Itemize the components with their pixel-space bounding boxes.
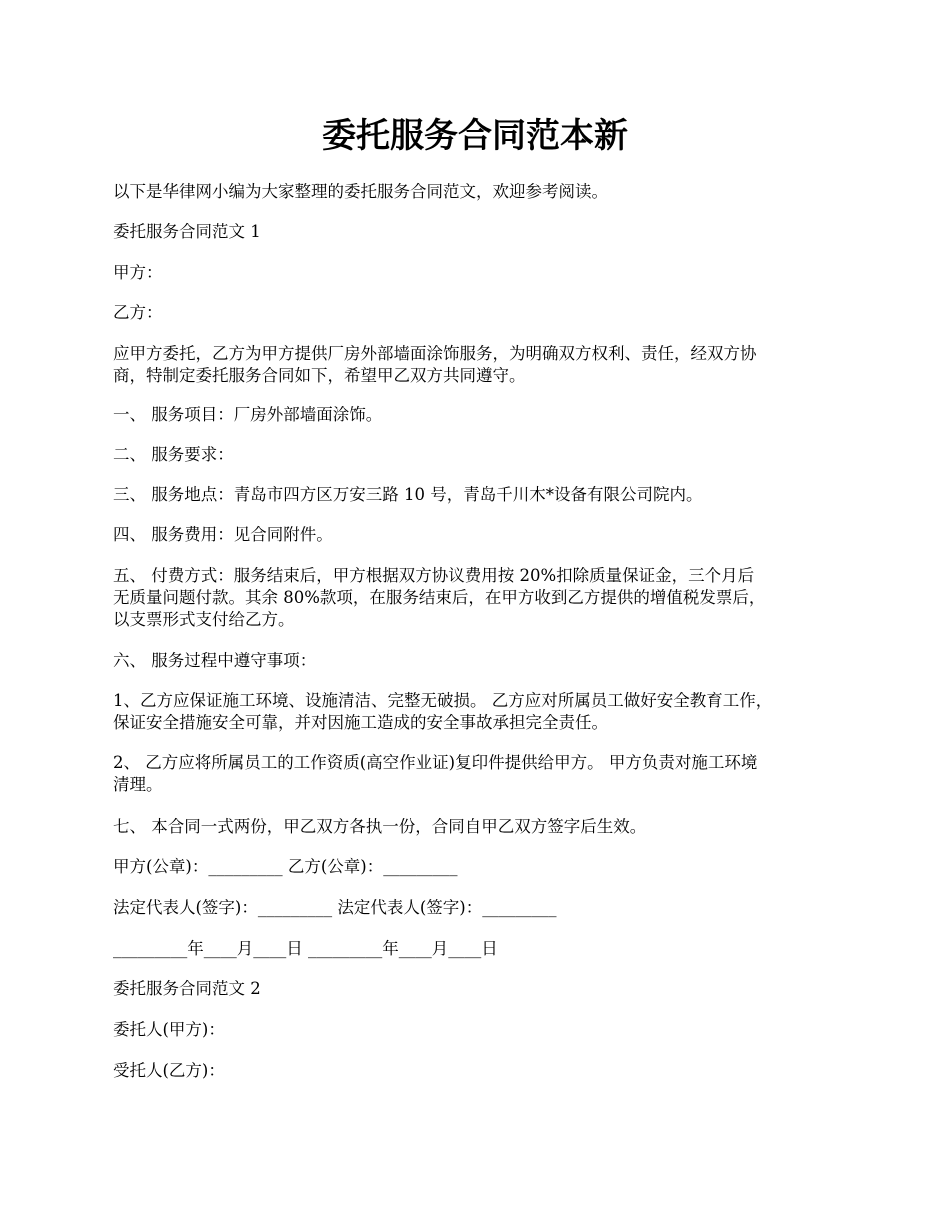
document-title: 委托服务合同范本新: [322, 116, 628, 156]
party-a-label: 甲方：: [113, 263, 163, 282]
date-line: _________年____月____日 _________年____月____日: [113, 939, 498, 958]
preamble-paragraph: [113, 343, 853, 387]
clause-5-line-1: 五、 付费方式：服务结束后，甲方根据双方协议费用按 20%扣除质量保证金，三个月后: [113, 566, 755, 585]
preamble-line-1: 应甲方委托，乙方为甲方提供厂房外部墙面涂饰服务，为明确双方权利、责任，经双方协: [113, 344, 757, 363]
clause-2: 二、 服务要求：: [113, 445, 234, 464]
item-2-line-2: 清理。: [113, 775, 163, 794]
item-1-line-2: 保证安全措施安全可靠，并对因施工造成的安全事故承担完全责任。: [113, 713, 608, 732]
representative-signature-line: 法定代表人(签字)：_________ 法定代表人(签字)：_________: [113, 898, 557, 917]
party-b-label: 乙方：: [113, 303, 163, 322]
preamble-line-2: 商，特制定委托服务合同如下，希望甲乙双方共同遵守。: [113, 366, 526, 385]
clause-5: [113, 565, 853, 631]
clause-3: 三、 服务地点：青岛市四方区万安三路 10 号，青岛千川木*设备有限公司院内。: [113, 485, 703, 504]
item-2-line-1: 2、 乙方应将所属员工的工作资质(高空作业证)复印件提供给甲方。 甲方负责对施工环境: [113, 753, 758, 772]
item-1: [113, 690, 853, 734]
clause-5-line-3: 以支票形式支付给乙方。: [113, 610, 295, 629]
clause-1: 一、 服务项目：厂房外部墙面涂饰。: [113, 405, 383, 424]
intro-paragraph: 以下是华律网小编为大家整理的委托服务合同范文，欢迎参考阅读。: [113, 182, 608, 201]
client-label: 委托人(甲方)：: [113, 1020, 225, 1039]
item-2: [113, 752, 853, 796]
section-heading-1: 委托服务合同范文 1: [113, 222, 261, 241]
item-1-line-1: 1、乙方应保证施工环境、设施清洁、完整无破损。 乙方应对所属员工做好安全教育工作，: [113, 691, 773, 710]
clause-6: 六、 服务过程中遵守事项：: [113, 651, 317, 670]
clause-5-line-2: 无质量问题付款。其余 80%款项，在服务结束后，在甲方收到乙方提供的增值税发票后，: [113, 588, 766, 607]
trustee-label: 受托人(乙方)：: [113, 1061, 225, 1080]
seal-signature-line: 甲方(公章)：_________ 乙方(公章)：_________: [113, 857, 458, 876]
clause-4: 四、 服务费用：见合同附件。: [113, 525, 333, 544]
clause-7: 七、 本合同一式两份，甲乙双方各执一份，合同自甲乙双方签字后生效。: [113, 817, 647, 836]
section-heading-2: 委托服务合同范文 2: [113, 979, 261, 998]
